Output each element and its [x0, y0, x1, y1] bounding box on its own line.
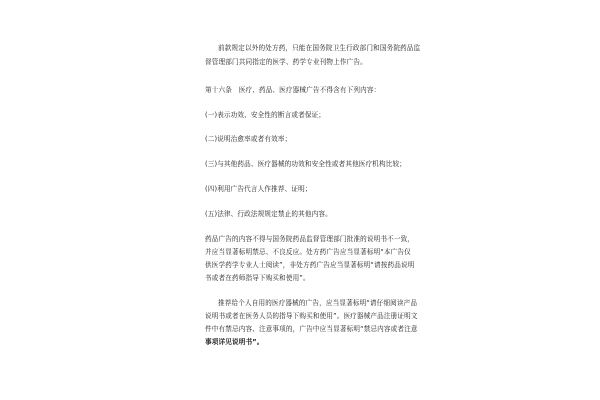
list-item-3: (三)与其他药品、医疗器械的功效和安全性或者其他医疗机构比较；: [205, 160, 407, 168]
intro-paragraph-line-1: 前款规定以外的处方药，只能在国务院卫生行政部门和国务院药品监: [218, 44, 421, 52]
drug-ad-paragraph-line-1: 药品广告的内容不得与国务院药品监督管理部门批准的说明书不一致，: [205, 235, 415, 243]
drug-ad-paragraph-line-3: 供医学药学专业人士阅读”，非处方药广告应当显著标明“请按药品说明: [205, 261, 415, 269]
device-ad-paragraph-line-4: 事项详见说明书”。: [205, 338, 264, 346]
intro-paragraph-line-2: 督管理部门共同指定的医学、药学专业刊物上作广告。: [205, 58, 367, 66]
device-ad-paragraph-line-3: 件中有禁忌内容、注意事项的，广告中应当显著标明“禁忌内容或者注意: [205, 325, 418, 333]
article-heading: 第十六条 医疗、药品、医疗器械广告不得含有下列内容：: [205, 86, 381, 94]
list-item-1: (一)表示功效、安全性的断言或者保证；: [205, 111, 326, 119]
drug-ad-paragraph-line-2: 并应当显著标明禁忌、不良反应。处方药广告应当显著标明“本广告仅: [205, 248, 411, 256]
list-item-4: (四)利用广告代言人作推荐、证明；: [205, 185, 312, 193]
list-item-2: (二)说明治愈率或者有效率；: [205, 135, 292, 143]
drug-ad-paragraph-line-4: 书或者在药师指导下购买和使用”。: [205, 274, 310, 282]
device-ad-paragraph-line-1: 推荐给个人自用的医疗器械的广告，应当显著标明“请仔细阅读产品: [218, 299, 418, 307]
device-ad-paragraph-line-2: 说明书或者在医务人员的指导下购买和使用”。医疗器械产品注册证明文: [205, 312, 418, 320]
list-item-5: (五)法律、行政法规规定禁止的其他内容。: [205, 210, 332, 218]
